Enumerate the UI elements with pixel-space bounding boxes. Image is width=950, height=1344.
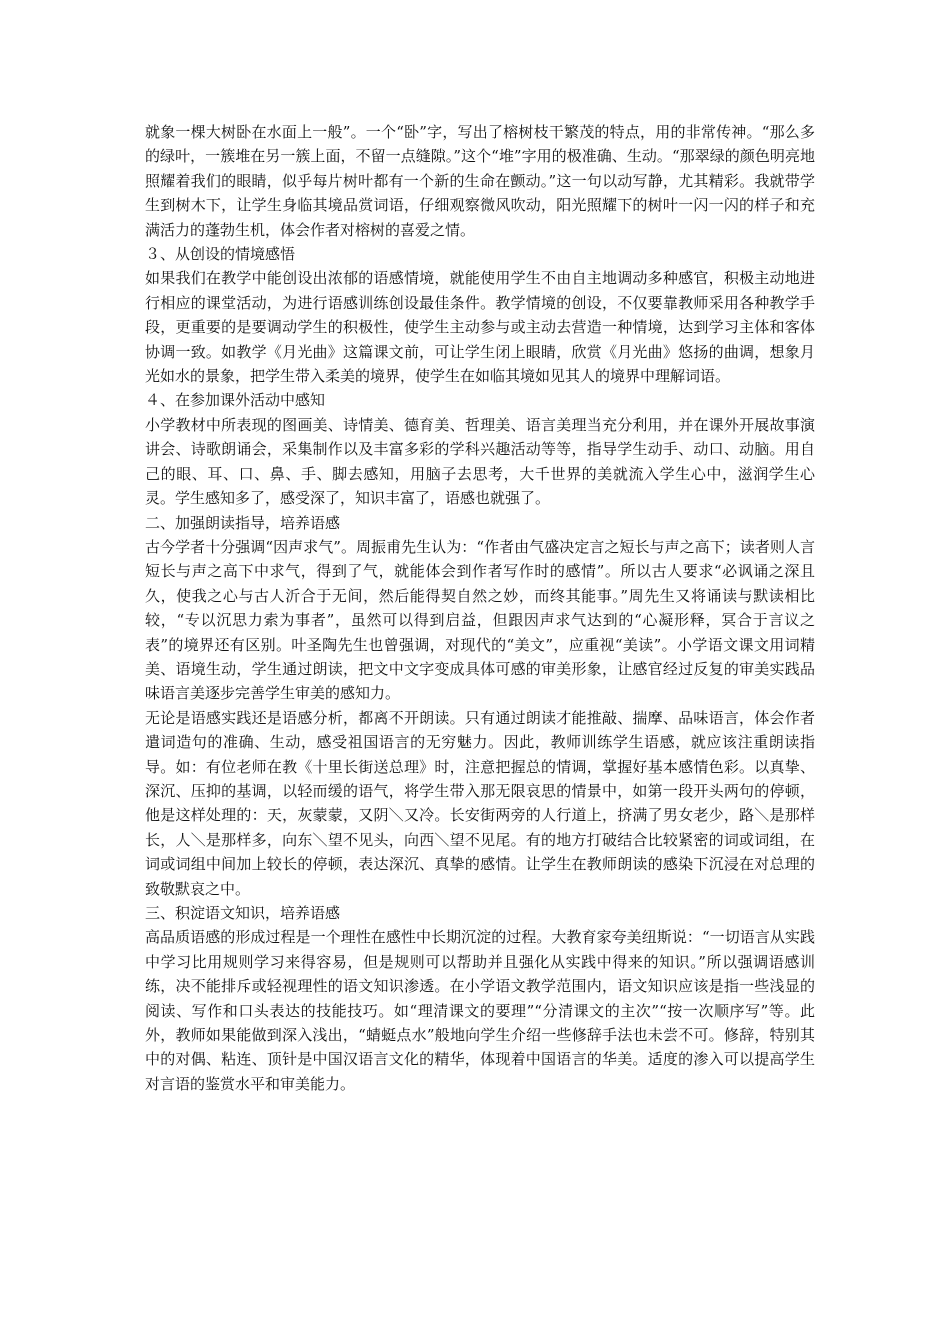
heading-reading-aloud: 二、加强朗读指导，培养语感 — [145, 513, 341, 532]
heading-extracurricular: ４、在参加课外活动中感知 — [145, 391, 326, 410]
paragraph-create-situation: 如果我们在教学中能创设出浓郁的语感情境，就能使用学生不由自主地调动多种感官，积极主动地进行相应的课堂活动，为进行语感训练创设最佳条件。教学情境的创设，不仅要靠教师采用各种教学手段，更重要的是要调动学生的积极性，使学生主动参与或主动去营造一种情境，达到学习主体和客体协调一致。如教学《月光曲》这篇课文前，可让学生闭上眼睛，欣赏《月光曲》悠扬的曲调，想象月光如水的景象，把学生带入柔美的境界，使学生在如临其境如见其人的境界中理解词语。 — [145, 269, 815, 386]
paragraph-reading-aloud-2: 无论是语感实践还是语感分析，都离不开朗读。只有通过朗读才能推敲、揣摩、品味语言，体会作者遣词造句的准确、生动，感受祖国语言的无穷魅力。因此，教师训练学生语感，就应该注重朗读指导。如：有位老师在教《十里长街送总理》时，注意把握总的情调，掌握好基本感情色彩。以真挚、深沉、压抑的基调，以轻而缓的语气，将学生带入那无限哀思的情景中，如第一段开头两句的停顿，他是这样处理的：天，灰蒙蒙，又阴＼又冷。长安街两旁的人行道上，挤满了男女老少，路＼是那样长，人＼是那样多，向东＼望不见头，向西＼望不见尾。有的地方打破结合比较紧密的词或词组，在词或词组中间加上较长的停顿，表达深沉、真挚的感情。让学生在教师朗读的感染下沉浸在对总理的致敬默哀之中。 — [145, 708, 815, 898]
heading-language-knowledge: 三、积淀语文知识，培养语感 — [145, 904, 341, 922]
heading-create-situation: ３、从创设的情境感悟 — [145, 245, 296, 264]
paragraph-banyan-tree: 就象一棵大树卧在水面上一般”。一个“卧”字，写出了榕树枝干繁茂的特点，用的非常传神。“那么多的绿叶，一簇堆在另一簇上面，不留一点缝隙。”这个“堆”字用的极准确、生动。“那翠绿的颜色明亮地照耀着我们的眼睛，似乎每片树叶都有一个新的生命在颤动。”这一句以动写静，尤其精彩。我就带学生到树木下，让学生身临其境品赏词语，仔细观察微风吹动，阳光照耀下的树叶一闪一闪的样子和充满活力的蓬勃生机，体会作者对榕树的喜爱之情。 — [145, 123, 815, 239]
paragraph-extracurricular: 小学教材中所表现的图画美、诗情美、德育美、哲理美、语言美理当充分利用，并在课外开展故事演讲会、诗歌朗诵会，采集制作以及丰富多彩的学科兴趣活动等等，指导学生动手、动口、动脑。用自己的眼、耳、口、鼻、手、脚去感知，用脑子去思考，大千世界的美就流入学生心中，滋润学生心灵。学生感知多了，感受深了，知识丰富了，语感也就强了。 — [145, 415, 815, 508]
document-body — [145, 120, 815, 1096]
paragraph-language-knowledge: 高品质语感的形成过程是一个理性在感性中长期沉淀的过程。大教育家夸美纽斯说：“一切语言从实践中学习比用规则学习来得容易，但是规则可以帮助并且强化从实践中得来的知识。”所以强调语感训练，决不能排斥或轻视理性的语文知识渗透。在小学语文教学范围内，语文知识应该是指一些浅显的阅读、写作和口头表达的技能技巧。如“理清课文的要理”“分清课文的主次”“按一次顺序写”等。此外，教师如果能做到深入浅出，“蜻蜓点水”般地向学生介绍一些修辞手法也未尝不可。修辞，特别其中的对偶、粘连、顶针是中国汉语言文化的精华，体现着中国语言的华美。适度的渗入可以提高学生对言语的鉴赏水平和审美能力。 — [145, 928, 815, 1093]
paragraph-reading-aloud-1: 古今学者十分强调“因声求气”。周振甫先生认为：“作者由气盛决定言之短长与声之高下；读者则人言短长与声之高下中求气，得到了气，就能体会到作者写作时的感情”。所以古人要求“必讽诵之深且久，使我之心与古人沂合于无间，然后能得契自然之妙，而终其能事。”周先生又将诵读与默读相比较，“专以沉思力索为事者”，虽然可以得到启益，但跟因声求气达到的“心凝形释，冥合于言议之表”的境界还有区别。叶圣陶先生也曾强调，对现代的“美文”，应重视“美读”。小学语文课文用词精美、语境生动，学生通过朗读，把文中文字变成具体可感的审美形象，让感官经过反复的审美实践品味语言美逐步完善学生审美的感知力。 — [145, 537, 815, 703]
